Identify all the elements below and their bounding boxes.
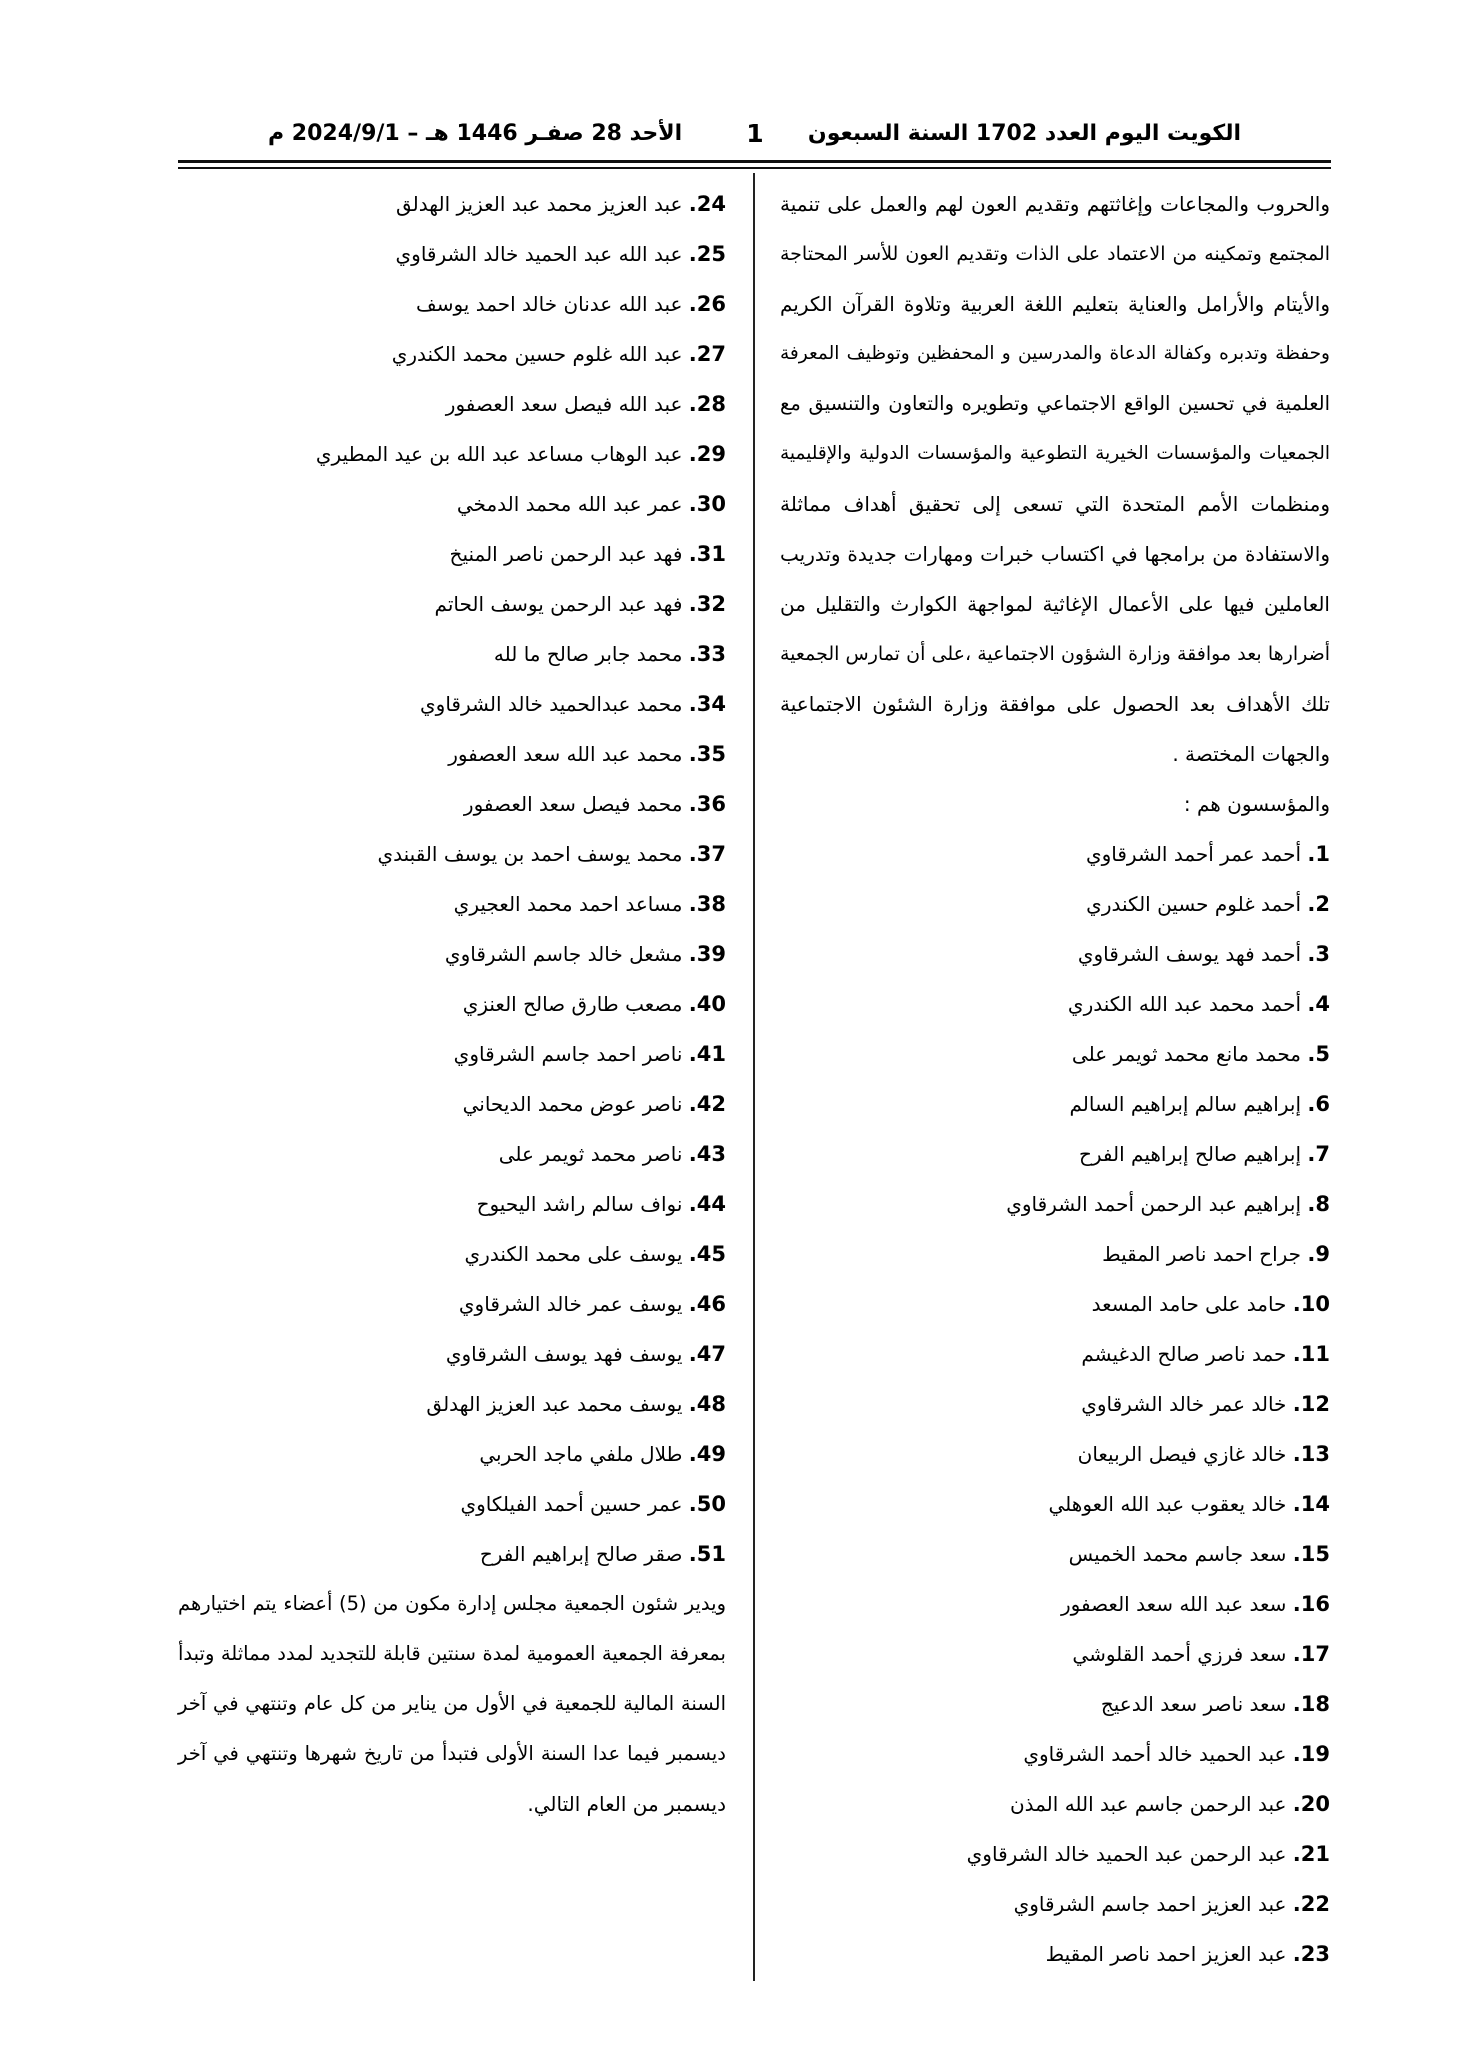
founder-item [780, 1929, 1330, 1979]
founders-heading: والمؤسسون هم : [1183, 792, 1330, 816]
founder-number: 14. [1292, 1492, 1330, 1516]
founder-number: 3. [1307, 942, 1330, 966]
founder-item [780, 1229, 1330, 1279]
founder-number: 37. [688, 842, 726, 866]
founder-number: 34. [688, 692, 726, 716]
publication-info: الكويت اليوم العدد 1702 السنة السبعون [807, 121, 1241, 146]
founder-item [780, 879, 1330, 929]
founder-item [178, 579, 726, 629]
founder-number: 25. [688, 242, 726, 266]
founder-name: عبد الله عبد الحميد خالد الشرقاوي [395, 242, 683, 266]
founder-name: خالد عمر خالد الشرقاوي [1081, 1392, 1287, 1416]
founder-item [178, 229, 726, 279]
founder-item [780, 1429, 1330, 1479]
founder-name: خالد يعقوب عبد الله العوهلي [1048, 1492, 1287, 1516]
column-divider [753, 173, 755, 1981]
founder-number: 36. [688, 792, 726, 816]
founder-name: محمد عبدالحميد خالد الشرقاوي [420, 692, 683, 716]
founder-name: عبد الحميد خالد أحمد الشرقاوي [1023, 1742, 1287, 1766]
founder-item [780, 1879, 1330, 1929]
founder-item [178, 829, 726, 879]
founder-item [780, 1829, 1330, 1879]
founder-name: ناصر احمد جاسم الشرقاوي [453, 1042, 683, 1066]
paragraph-line: أضرارها بعد موافقة وزارة الشؤون الاجتماعية ،على أن تمارس الجمعية [780, 643, 1330, 665]
founder-item [780, 1329, 1330, 1379]
founder-item [780, 1029, 1330, 1079]
page-number: 1 [746, 119, 764, 148]
paragraph-line: الجمعيات والمؤسسات الخيرية التطوعية والمؤسسات الدولية والإقليمية [780, 443, 1330, 464]
founder-name: عمر عبد الله محمد الدمخي [456, 492, 683, 516]
founder-number: 9. [1307, 1242, 1330, 1266]
founder-name: سعد جاسم محمد الخميس [1068, 1542, 1287, 1566]
founder-name: محمد مانع محمد ثويمر على [1071, 1042, 1302, 1066]
founder-number: 31. [688, 542, 726, 566]
founder-number: 12. [1292, 1392, 1330, 1416]
founder-name: عبد الله فيصل سعد العصفور [445, 392, 683, 416]
founder-name: إبراهيم صالح إبراهيم الفرح [1078, 1142, 1302, 1166]
founder-number: 26. [688, 292, 726, 316]
founder-number: 10. [1292, 1292, 1330, 1316]
founder-item [178, 479, 726, 529]
founder-item [780, 1629, 1330, 1679]
founder-number: 7. [1307, 1142, 1330, 1166]
founder-item [780, 929, 1330, 979]
paragraph-line: ويدير شئون الجمعية مجلس إدارة مكون من (5) أعضاء يتم اختيارهم [178, 1592, 726, 1615]
founder-name: سعد فرزي أحمد القلوشي [1072, 1642, 1287, 1666]
founder-item [178, 1129, 726, 1179]
founder-number: 27. [688, 342, 726, 366]
founder-number: 33. [688, 642, 726, 666]
founder-item [780, 1579, 1330, 1629]
founder-item [780, 1779, 1330, 1829]
header-rule-thin [178, 167, 1331, 169]
founder-item [178, 1529, 726, 1579]
founder-item [178, 879, 726, 929]
founder-number: 2. [1307, 892, 1330, 916]
founder-number: 5. [1307, 1042, 1330, 1066]
founder-number: 51. [688, 1542, 726, 1566]
founder-name: محمد يوسف احمد بن يوسف القبندي [377, 842, 683, 866]
founder-name: عبد العزيز احمد ناصر المقيط [1045, 1942, 1287, 1966]
founder-name: مصعب طارق صالح العنزي [462, 992, 683, 1016]
founder-item [178, 1229, 726, 1279]
founder-name: حامد على حامد المسعد [1091, 1292, 1287, 1316]
founder-number: 13. [1292, 1442, 1330, 1466]
paragraph-line: السنة المالية للجمعية في الأول من يناير من كل عام وتنتهي في آخر [178, 1692, 726, 1715]
founder-item [178, 1379, 726, 1429]
founder-name: عمر حسين أحمد الفيلكاوي [460, 1492, 683, 1516]
paragraph-last-line: ديسمبر من العام التالي. [527, 1792, 726, 1816]
founder-item [178, 679, 726, 729]
founder-number: 6. [1307, 1092, 1330, 1116]
founder-number: 30. [688, 492, 726, 516]
founder-name: أحمد غلوم حسين الكندري [1086, 892, 1302, 916]
founder-name: خالد غازي فيصل الربيعان [1077, 1442, 1287, 1466]
paragraph-line: ومنظمات الأمم المتحدة التي تسعى إلى تحقيق أهداف مماثلة [780, 492, 1330, 516]
founder-item [780, 829, 1330, 879]
paragraph-line: والاستفادة من برامجها في اكتساب خبرات ومهارات جديدة وتدريب [780, 542, 1330, 566]
founder-item [178, 379, 726, 429]
founder-name: سعد ناصر سعد الدعيج [1100, 1692, 1287, 1716]
founder-number: 48. [688, 1392, 726, 1416]
founder-name: ناصر عوض محمد الديحاني [462, 1092, 683, 1116]
founder-number: 19. [1292, 1742, 1330, 1766]
founder-number: 50. [688, 1492, 726, 1516]
founder-name: محمد فيصل سعد العصفور [463, 792, 683, 816]
founder-name: حمد ناصر صالح الدغيشم [1081, 1342, 1287, 1366]
founder-number: 15. [1292, 1542, 1330, 1566]
founder-item [178, 1029, 726, 1079]
header-rule [178, 160, 1331, 163]
founder-number: 11. [1292, 1342, 1330, 1366]
founder-number: 24. [688, 192, 726, 216]
founder-name: عبد الوهاب مساعد عبد الله بن عيد المطيري [315, 442, 683, 466]
founder-name: عبد الله عدنان خالد احمد يوسف [416, 292, 683, 316]
founder-number: 20. [1292, 1792, 1330, 1816]
founder-name: عبد العزيز محمد عبد العزيز الهدلق [396, 192, 683, 216]
founder-name: مشعل خالد جاسم الشرقاوي [444, 942, 683, 966]
paragraph-line: المجتمع وتمكينه من الاعتماد على الذات وتقديم العون للأسر المحتاجة [780, 243, 1330, 265]
founder-name: مساعد احمد محمد العجيري [453, 892, 683, 916]
paragraph-line: بمعرفة الجمعية العمومية لمدة سنتين قابلة للتجديد لمدد مماثلة وتبدأ [178, 1642, 726, 1665]
founder-number: 47. [688, 1342, 726, 1366]
founder-number: 38. [688, 892, 726, 916]
founder-name: عبد الرحمن جاسم عبد الله المذن [1009, 1792, 1287, 1816]
founder-item [178, 1479, 726, 1529]
founder-item [780, 1129, 1330, 1179]
founder-number: 44. [688, 1192, 726, 1216]
founder-name: إبراهيم عبد الرحمن أحمد الشرقاوي [1006, 1192, 1302, 1216]
founder-number: 32. [688, 592, 726, 616]
founder-name: فهد عبد الرحمن يوسف الحاتم [434, 592, 683, 616]
founder-name: محمد جابر صالح ما لله [493, 642, 683, 666]
founder-number: 35. [688, 742, 726, 766]
founder-item [178, 1279, 726, 1329]
founder-item [178, 1429, 726, 1479]
founder-name: عبد الرحمن عبد الحميد خالد الشرقاوي [966, 1842, 1287, 1866]
founder-name: عبد الله غلوم حسين محمد الكندري [391, 342, 683, 366]
founder-item [780, 1079, 1330, 1129]
right-column [780, 179, 1330, 1979]
founder-item [178, 1329, 726, 1379]
founder-number: 41. [688, 1042, 726, 1066]
founder-item [178, 1079, 726, 1129]
founder-number: 43. [688, 1142, 726, 1166]
founder-item [780, 979, 1330, 1029]
founder-number: 46. [688, 1292, 726, 1316]
founder-number: 23. [1292, 1942, 1330, 1966]
paragraph-line: والأيتام والأرامل والعناية بتعليم اللغة العربية وتلاوة القرآن الكريم [780, 292, 1330, 316]
founder-item [780, 1479, 1330, 1529]
founder-item [178, 779, 726, 829]
founder-number: 28. [688, 392, 726, 416]
founder-item [178, 929, 726, 979]
founder-name: يوسف محمد عبد العزيز الهدلق [426, 1392, 683, 1416]
founder-number: 4. [1307, 992, 1330, 1016]
founder-item [780, 1379, 1330, 1429]
founder-number: 40. [688, 992, 726, 1016]
paragraph-line: تلك الأهداف بعد الحصول على موافقة وزارة الشئون الاجتماعية [780, 692, 1330, 716]
founder-name: أحمد فهد يوسف الشرقاوي [1077, 942, 1302, 966]
paragraph-line: والحروب والمجاعات وإغاثتهم وتقديم العون لهم والعمل على تنمية [780, 192, 1330, 216]
founder-number: 21. [1292, 1842, 1330, 1866]
founder-name: يوسف عمر خالد الشرقاوي [458, 1292, 683, 1316]
founder-item [178, 329, 726, 379]
founder-name: فهد عبد الرحمن ناصر المنيخ [449, 542, 683, 566]
founder-number: 16. [1292, 1592, 1330, 1616]
paragraph-line: ديسمبر فيما عدا السنة الأولى فتبدأ من تاريخ شهرها وتنتهي في آخر [178, 1742, 726, 1765]
founder-item [178, 179, 726, 229]
founder-item [780, 1729, 1330, 1779]
founder-name: محمد عبد الله سعد العصفور [448, 742, 683, 766]
founder-number: 29. [688, 442, 726, 466]
founder-number: 8. [1307, 1192, 1330, 1216]
founder-name: سعد عبد الله سعد العصفور [1060, 1592, 1287, 1616]
founder-number: 49. [688, 1442, 726, 1466]
founder-item [178, 629, 726, 679]
founder-item [178, 979, 726, 1029]
founder-item [178, 529, 726, 579]
founder-name: أحمد محمد عبد الله الكندري [1067, 992, 1302, 1016]
founder-item [780, 1529, 1330, 1579]
paragraph-line: العاملين فيها على الأعمال الإغاثية لمواجهة الكوارث والتقليل من [780, 592, 1330, 616]
left-column [178, 179, 726, 1829]
founder-item [178, 1179, 726, 1229]
founder-item [178, 729, 726, 779]
issue-date: الأحد 28 صفـر 1446 هـ – 2024/9/1 م [268, 121, 683, 146]
founder-item [780, 1179, 1330, 1229]
founder-number: 45. [688, 1242, 726, 1266]
paragraph-line: وحفظة وتدبره وكفالة الدعاة والمدرسين و المحفظين وتوظيف المعرفة [780, 343, 1330, 364]
founder-number: 42. [688, 1092, 726, 1116]
founder-item [780, 1279, 1330, 1329]
founder-number: 18. [1292, 1692, 1330, 1716]
founder-number: 1. [1307, 842, 1330, 866]
founder-name: إبراهيم سالم إبراهيم السالم [1069, 1092, 1302, 1116]
founder-name: صقر صالح إبراهيم الفرح [479, 1542, 683, 1566]
founder-item [780, 1679, 1330, 1729]
founder-name: عبد العزيز احمد جاسم الشرقاوي [1013, 1892, 1287, 1916]
founder-number: 39. [688, 942, 726, 966]
founder-name: يوسف فهد يوسف الشرقاوي [445, 1342, 683, 1366]
founder-name: أحمد عمر أحمد الشرقاوي [1085, 842, 1302, 866]
founder-name: جراح احمد ناصر المقيط [1102, 1242, 1302, 1266]
founder-number: 22. [1292, 1892, 1330, 1916]
founder-name: ناصر محمد ثويمر على [498, 1142, 683, 1166]
founder-name: طلال ملفي ماجد الحربي [479, 1442, 683, 1466]
paragraph-line: العلمية في تحسين الواقع الاجتماعي وتطويره والتعاون والتنسيق مع [780, 392, 1330, 415]
founder-name: نواف سالم راشد اليحيوح [476, 1192, 683, 1216]
founder-item [178, 429, 726, 479]
paragraph-last-line: والجهات المختصة . [1172, 742, 1330, 766]
founder-number: 17. [1292, 1642, 1330, 1666]
founder-item [178, 279, 726, 329]
founder-name: يوسف على محمد الكندري [464, 1242, 683, 1266]
